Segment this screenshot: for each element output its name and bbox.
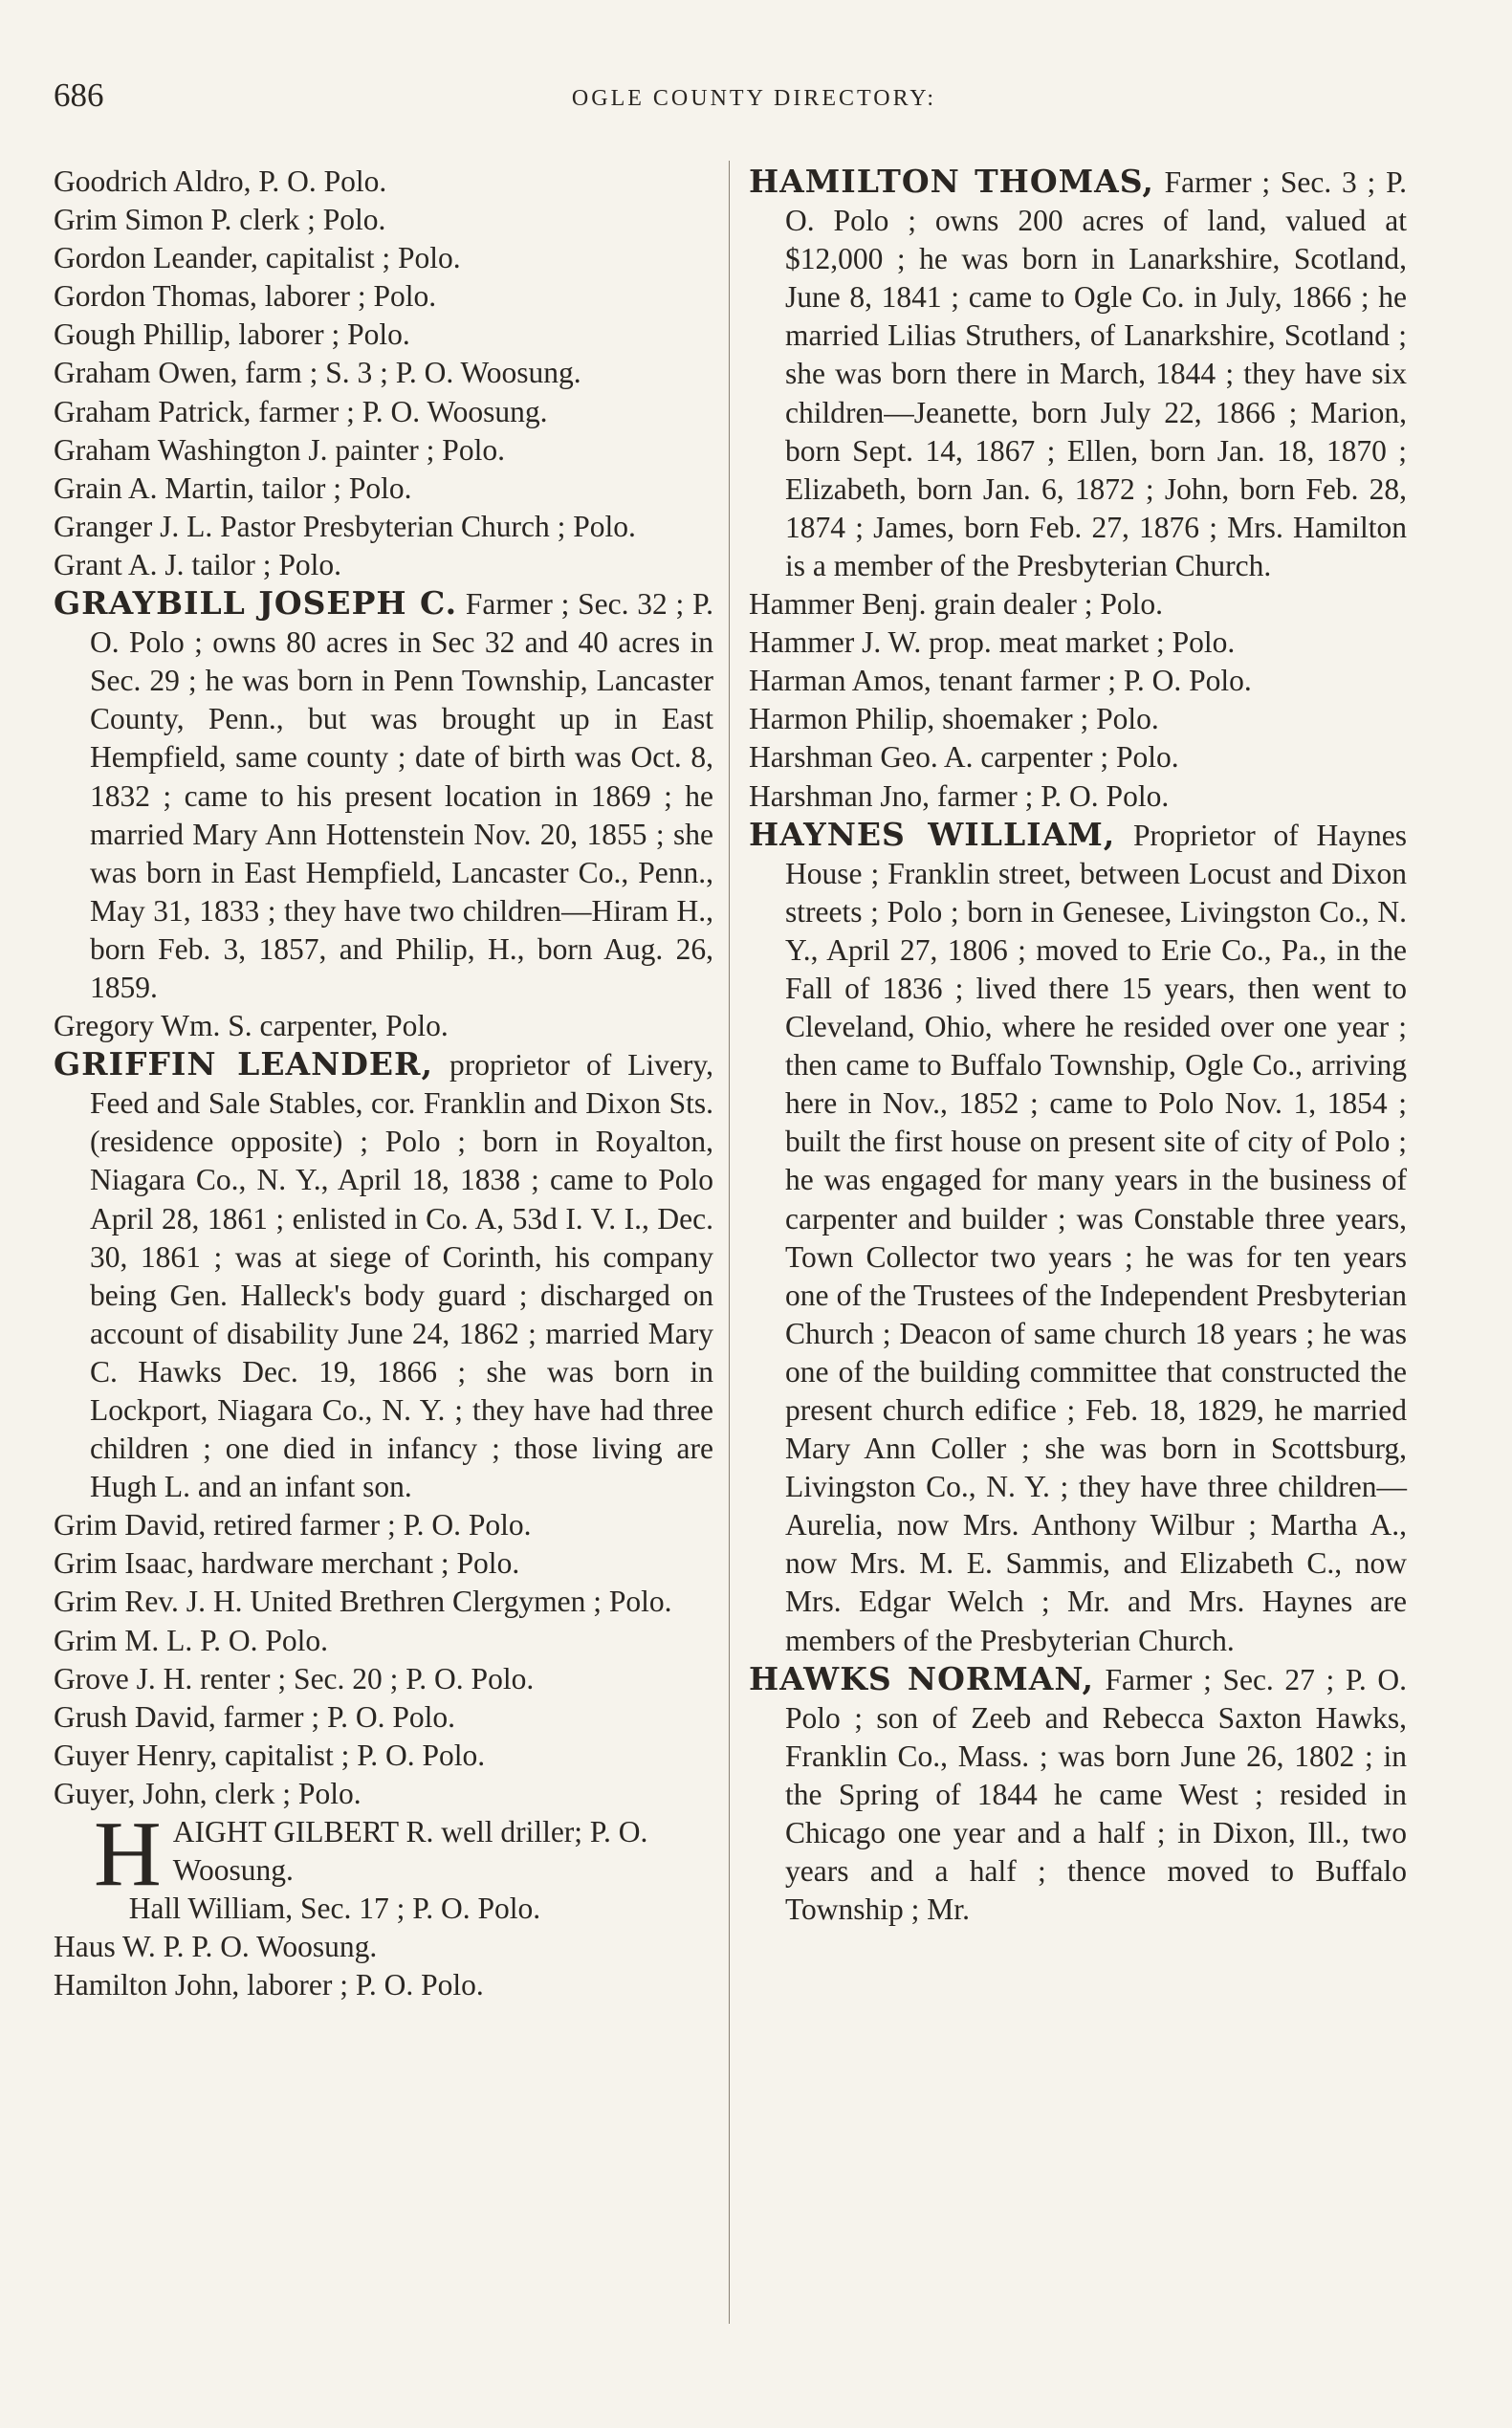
biography-name: HAMILTON THOMAS, bbox=[749, 163, 1154, 200]
right-column bbox=[749, 163, 1407, 1929]
directory-entry: Hall William, Sec. 17 ; P. O. Polo. bbox=[128, 1892, 541, 1926]
running-title: OGLE COUNTY DIRECTORY: bbox=[571, 86, 937, 111]
biography-entry bbox=[54, 1045, 713, 1506]
biography-text: Farmer ; Sec. 3 ; P. O. Polo ; owns 200 acres of land, valued at $12,000 ; he was born in Lanarkshire, Scotland, June 8, 1841 ; came to Ogle Co. in July, 1866 ; he married Lilias Struthers, of Lanarkshire, Scotland ; she was born there in March, 1844 ; they have six children—Jeanette, born July 22, 1866 ; Marion, born Sept. 14, 1867 ; Ellen, born Jan. 18, 1870 ; Elizabeth, born Jan. 6, 1872 ; John, born Feb. 28, 1874 ; James, born Feb. 27, 1876 ; Mrs. Hamilton is a member of the Presbyterian Church. bbox=[785, 165, 1407, 582]
left-column bbox=[54, 163, 713, 2005]
page-header bbox=[54, 77, 1455, 124]
directory-entry: Grim Rev. J. H. United Brethren Clergymen ; Polo. bbox=[54, 1585, 672, 1619]
directory-entry: Harshman Jno, farmer ; P. O. Polo. bbox=[749, 778, 1170, 813]
directory-entry: Guyer Henry, capitalist ; P. O. Polo. bbox=[54, 1738, 486, 1772]
directory-entry: Haus W. P. P. O. Woosung. bbox=[54, 1930, 378, 1964]
directory-entry: Hammer J. W. prop. meat market ; Polo. bbox=[749, 625, 1236, 660]
directory-entry: Goodrich Aldro, P. O. Polo. bbox=[54, 164, 387, 198]
page-number: 686 bbox=[54, 77, 104, 114]
directory-entry: Graham Patrick, farmer ; P. O. Woosung. bbox=[54, 394, 548, 428]
directory-entry: Grant A. J. tailor ; Polo. bbox=[54, 547, 341, 581]
biography-entry bbox=[749, 816, 1407, 1660]
biography-entry bbox=[749, 1660, 1407, 1930]
directory-entry: Harshman Geo. A. carpenter ; Polo. bbox=[749, 740, 1179, 775]
biography-name: HAWKS NORMAN, bbox=[749, 1659, 1094, 1697]
directory-entry: Grush David, farmer ; P. O. Polo. bbox=[54, 1699, 455, 1734]
directory-entry: Grim M. L. P. O. Polo. bbox=[54, 1623, 329, 1657]
directory-entry: Granger J. L. Pastor Presbyterian Church ; Polo. bbox=[54, 509, 636, 543]
directory-entry: Graham Owen, farm ; S. 3 ; P. O. Woosung. bbox=[54, 356, 581, 390]
directory-entry: Grim Isaac, hardware merchant ; Polo. bbox=[54, 1546, 520, 1581]
directory-entry: Harmon Philip, shoemaker ; Polo. bbox=[749, 702, 1159, 736]
directory-entry: Gough Phillip, laborer ; Polo. bbox=[54, 317, 410, 352]
directory-entry: Grain A. Martin, tailor ; Polo. bbox=[54, 470, 412, 505]
directory-entry: Graham Washington J. painter ; Polo. bbox=[54, 432, 505, 467]
biography-name: HAYNES WILLIAM, bbox=[749, 815, 1116, 853]
directory-entry: Harman Amos, tenant farmer ; P. O. Polo. bbox=[749, 664, 1252, 698]
biography-name: GRIFFIN LEANDER, bbox=[54, 1045, 433, 1083]
biography-entry bbox=[54, 584, 713, 1007]
biography-text: proprietor of Livery, Feed and Sale Stables, cor. Franklin and Dixon Sts. (residence opposite) ; Polo ; born in Royalton, Niagara Co., N. Y., April 18, 1838 ; came to Polo April 28, 1861 ; enlisted in Co. A, 53d I. V. I., Dec. 30, 1861 ; was at siege of Corinth, his company being Gen. Halleck's body guard ; discharged on account of disability June 24, 1862 ; married Mary C. Hawks Dec. 19, 1866 ; she was born in Lockport, Niagara Co., N. Y. ; they have had three children ; one died in infancy ; those living are Hugh L. and an infant son. bbox=[90, 1048, 713, 1504]
directory-entry: Gordon Thomas, laborer ; Polo. bbox=[54, 279, 437, 314]
biography-text: Proprietor of Haynes House ; Franklin street, between Locust and Dixon streets ; Polo ; born in Genesee, Livingston Co., N. Y., April 27, 1806 ; moved to Erie Co., Pa., in the Fall of 1836 ; lived there 15 years, then went to Cleveland, Ohio, where he resided over one year ; then came to Buffalo Township, Ogle Co., arriving here in Nov., 1852 ; came to Polo Nov. 1, 1854 ; built the first house on present site of city of Polo ; he was engaged for many years in the business of carpenter and builder ; was Constable three years, Town Collector two years ; he was for ten years one of the Trustees of the Independent Presbyterian Church ; Deacon of same church 18 years ; he was one of the building committee that constructed the present church edifice ; Feb. 18, 1829, he married Mary Ann Coller ; she was born in Scottsburg, Livingston Co., N. Y. ; they have three children—Aurelia, now Mrs. Anthony Wilbur ; Martha A., now Mrs. M. E. Sammis, and Elizabeth C., now Mrs. Edgar Welch ; Mr. and Mrs. Haynes are members of the Presbyterian Church. bbox=[785, 818, 1408, 1657]
dropcap-entry bbox=[54, 1803, 713, 1907]
column-divider bbox=[729, 161, 730, 2324]
directory-entry: Hammer Benj. grain dealer ; Polo. bbox=[749, 587, 1164, 622]
biography-name: GRAYBILL JOSEPH C. bbox=[54, 584, 458, 623]
biography-text: Farmer ; Sec. 32 ; P. O. Polo ; owns 80 acres in Sec 32 and 40 acres in Sec. 29 ; he was born in Penn Township, Lancaster County, Penn., but was brought up in East Hempfield, same county ; date of birth was Oct. 8, 1832 ; came to his present location in 1869 ; he married Mary Ann Hottenstein Nov. 20, 1855 ; she was born in East Hempfield, Lancaster Co., Penn., May 31, 1833 ; they have two children—Hiram H., born Feb. 3, 1857, and Philip, H., born Aug. 26, 1859. bbox=[90, 587, 713, 1004]
directory-entry: Gregory Wm. S. carpenter, Polo. bbox=[54, 1009, 449, 1043]
directory-entry: Grove J. H. renter ; Sec. 20 ; P. O. Polo. bbox=[54, 1661, 535, 1695]
directory-entry: Grim Simon P. clerk ; Polo. bbox=[54, 203, 386, 237]
directory-entry: Hamilton John, laborer ; P. O. Polo. bbox=[54, 1968, 484, 2002]
biography-entry bbox=[749, 163, 1407, 585]
dropcap-text: AIGHT GILBERT R. well driller; P. O. Woosung. bbox=[172, 1815, 648, 1888]
directory-entry: Grim David, retired farmer ; P. O. Polo. bbox=[54, 1508, 532, 1542]
directory-entry: Gordon Leander, capitalist ; Polo. bbox=[54, 241, 461, 275]
biography-text: Farmer ; Sec. 27 ; P. O. Polo ; son of Zeeb and Rebecca Saxton Hawks, Franklin Co., Mass. ; was born June 26, 1802 ; in the Spring of 1844 he came West ; resided in Chicago one year and a half ; in Dixon, Ill., two years and a half ; thence moved to Buffalo Township ; Mr. bbox=[785, 1662, 1407, 1927]
drop-cap-letter: H bbox=[94, 1803, 162, 1907]
directory-entry: Guyer, John, clerk ; Polo. bbox=[54, 1776, 362, 1810]
